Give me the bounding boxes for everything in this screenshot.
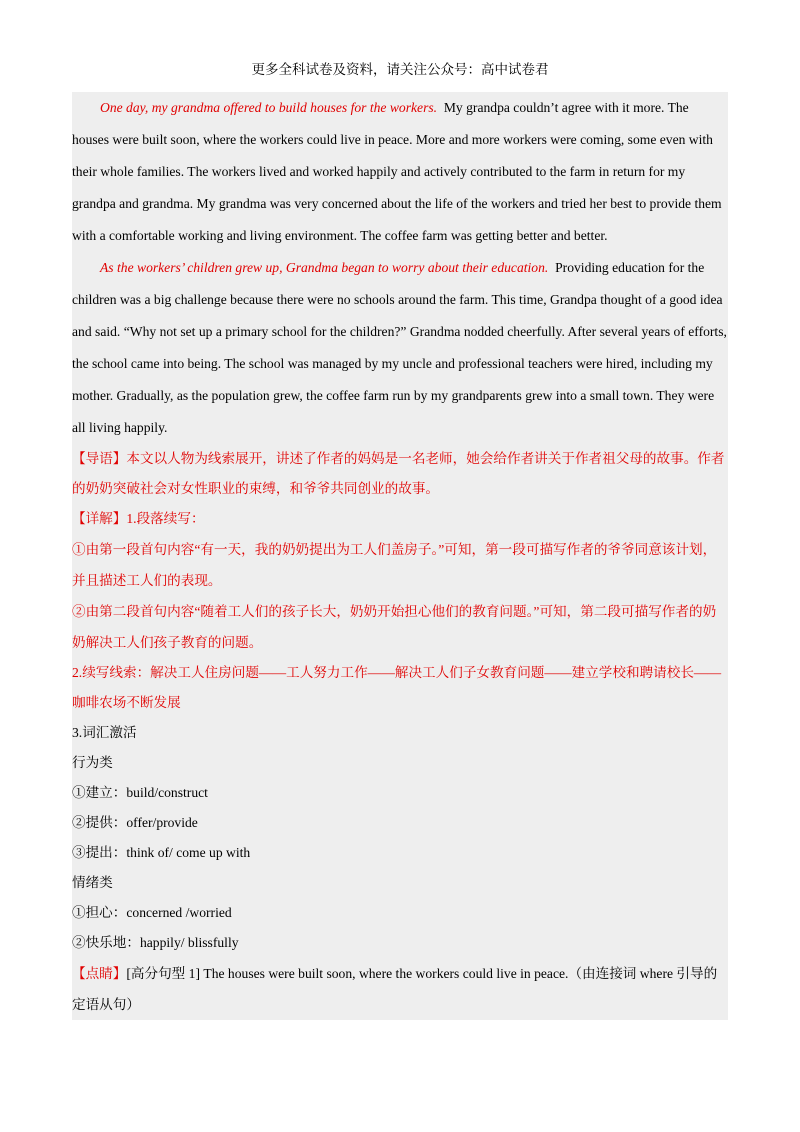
emotion-item: ①担心：concerned /worried bbox=[72, 905, 232, 920]
detail-point-1: ①由第一段首句内容“有一天，我的奶奶提出为工人们盖房子。”可知，第一段可描写作者的爷爷同意该计划，并且描述工人们的表现。 bbox=[72, 542, 717, 588]
paragraph-1-body: My grandpa couldn’t agree with it more. The houses were built soon, where the workers could live in peace. More and more workers were coming, some even with their whole families. The workers lived and worked happily and actively contributed to the farm in return for my grandpa and grandma. My grandma was very concerned about the life of the workers and tried her best to provide them with a comfortable working and living environment. The coffee farm was getting better and better. bbox=[72, 100, 722, 243]
action-item: ②提供：offer/provide bbox=[72, 815, 198, 830]
analysis bbox=[72, 444, 728, 1020]
intro-section bbox=[72, 444, 728, 504]
detail-tag: 【详解】 bbox=[72, 511, 127, 526]
detail-heading bbox=[72, 504, 728, 534]
detail-heading-text: 1.段落续写： bbox=[126, 511, 205, 526]
emotion-category-heading: 情绪类 bbox=[72, 875, 113, 890]
detail-point-2: ②由第二段首句内容“随着工人们的孩子长大，奶奶开始担心他们的教育问题。”可知，第二段可描写作者的奶奶解决工人们孩子教育的问题。 bbox=[72, 604, 717, 650]
paragraph-2-body: Providing education for the children was a big challenge because there were no schools around the farm. This time, Grandpa thought of a good idea and said. “Why not set up a primary school for the children?” Grandma nodded cheerfully. After several years of efforts, the school came into being. The school was managed by my uncle and professional teachers were hired, including my mother. Gradually, as the population grew, the coffee farm run by my grandparents grew into a small town. They were all living happily. bbox=[72, 260, 727, 435]
paragraph-1-opening-sentence: One day, my grandma offered to build houses for the workers. bbox=[100, 100, 438, 115]
vocab-heading: 3.词汇激活 bbox=[72, 725, 137, 740]
emotion-item: ②快乐地：happily/ blissfully bbox=[72, 935, 239, 950]
intro-tag: 【导语】 bbox=[72, 451, 127, 466]
action-category-heading: 行为类 bbox=[72, 755, 113, 770]
page-header: 更多全科试卷及资料，请关注公众号：高中试卷君 bbox=[251, 62, 549, 77]
paragraph-2-opening-sentence: As the workers’ children grew up, Grandma began to worry about their education. bbox=[100, 260, 549, 275]
continuation-clues: 2.续写线索：解决工人住房问题——工人努力工作——解决工人们子女教育问题——建立学校和聘请校长——咖啡农场不断发展 bbox=[72, 665, 722, 710]
intro-text: 本文以人物为线索展开，讲述了作者的妈妈是一名老师，她会给作者讲关于作者祖父母的故事。作者的奶奶突破社会对女性职业的束缚，和爷爷共同创业的故事。 bbox=[72, 451, 725, 496]
essay-paragraph-1 bbox=[72, 92, 728, 252]
action-item: ③提出：think of/ come up with bbox=[72, 845, 251, 860]
essay-paragraph-2 bbox=[72, 252, 728, 444]
highlight-section bbox=[72, 958, 728, 1020]
essay bbox=[72, 92, 728, 444]
highlight-text: [高分句型 1] The houses were built soon, where the workers could live in peace.（由连接词 where 引导的定语从句） bbox=[72, 966, 718, 1012]
document-body bbox=[72, 92, 728, 1020]
action-item: ①建立：build/construct bbox=[72, 785, 208, 800]
highlight-tag: 【点睛】 bbox=[72, 966, 127, 981]
